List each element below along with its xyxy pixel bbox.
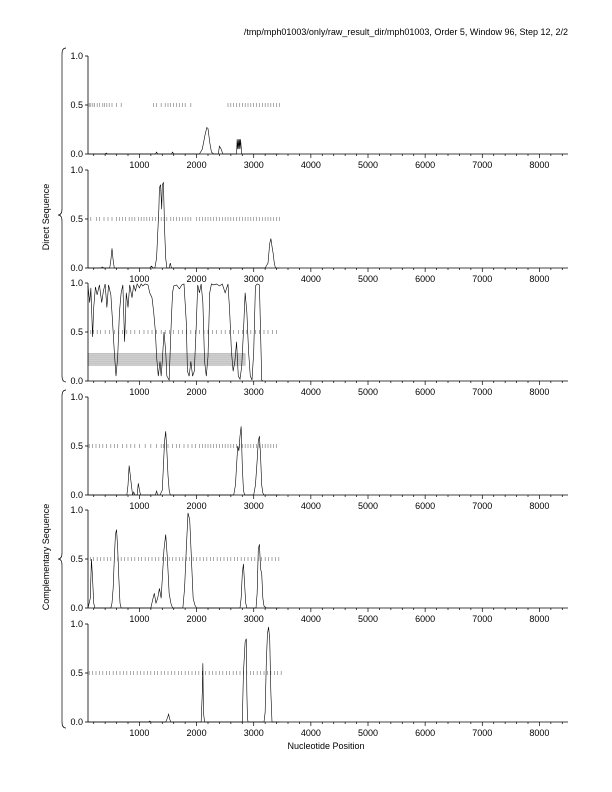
- complementary-bracket: [58, 390, 66, 728]
- x-tick-label: 6000: [415, 274, 436, 284]
- x-tick-label: 6000: [415, 614, 436, 624]
- y-tick-label: 0.0: [70, 149, 83, 159]
- x-tick-label: 1000: [129, 274, 150, 284]
- x-tick-label: 7000: [472, 387, 493, 397]
- y-tick-label: 0.0: [70, 603, 83, 613]
- x-tick-label: 4000: [300, 160, 321, 170]
- x-tick-label: 7000: [472, 160, 493, 170]
- x-tick-label: 2000: [186, 387, 207, 397]
- x-tick-label: 3000: [243, 387, 264, 397]
- x-tick-label: 5000: [357, 274, 379, 284]
- x-tick-label: 7000: [472, 501, 493, 511]
- x-tick-label: 6000: [415, 160, 436, 170]
- y-tick-label: 0.5: [70, 214, 83, 224]
- panels: [70, 51, 568, 738]
- x-tick-label: 2000: [186, 160, 207, 170]
- x-tick-label: 8000: [529, 728, 550, 738]
- series-line: [88, 513, 279, 608]
- y-tick-label: 1.0: [70, 278, 83, 288]
- x-tick-label: 1000: [129, 387, 150, 397]
- y-tick-label: 0.0: [70, 376, 83, 386]
- x-tick-label: 8000: [529, 160, 550, 170]
- panel-4: [70, 392, 568, 511]
- x-axis-title: Nucleotide Position: [287, 741, 365, 751]
- x-tick-label: 5000: [357, 160, 379, 170]
- series-line: [88, 128, 279, 154]
- chart-title: /tmp/mph01003/only/raw_result_dir/mph01003, Order 5, Window 96, Step 12, 2/2: [243, 27, 568, 37]
- series-line: [88, 426, 279, 495]
- x-tick-label: 1000: [129, 728, 150, 738]
- x-tick-label: 2000: [186, 501, 207, 511]
- y-tick-label: 1.0: [70, 505, 83, 515]
- x-tick-label: 4000: [300, 728, 321, 738]
- x-tick-label: 4000: [300, 274, 321, 284]
- y-tick-label: 0.5: [70, 668, 83, 678]
- panel-6: [70, 619, 568, 738]
- x-tick-label: 8000: [529, 614, 550, 624]
- series-line: [88, 183, 279, 268]
- y-tick-label: 0.0: [70, 263, 83, 273]
- panel-2: [70, 165, 568, 284]
- x-tick-label: 3000: [243, 501, 264, 511]
- x-tick-label: 8000: [529, 387, 550, 397]
- x-tick-label: 7000: [472, 728, 493, 738]
- x-tick-label: 2000: [186, 728, 207, 738]
- y-tick-label: 1.0: [70, 392, 83, 402]
- x-tick-label: 4000: [300, 614, 321, 624]
- y-tick-label: 1.0: [70, 165, 83, 175]
- x-tick-label: 5000: [357, 501, 379, 511]
- x-tick-label: 7000: [472, 274, 493, 284]
- y-tick-label: 1.0: [70, 51, 83, 61]
- y-tick-label: 0.5: [70, 327, 83, 337]
- x-tick-label: 8000: [529, 274, 550, 284]
- x-tick-label: 6000: [415, 728, 436, 738]
- x-tick-label: 5000: [357, 728, 379, 738]
- y-tick-label: 1.0: [70, 619, 83, 629]
- x-tick-label: 5000: [357, 387, 379, 397]
- x-tick-label: 8000: [529, 501, 550, 511]
- x-tick-label: 4000: [300, 387, 321, 397]
- x-tick-label: 3000: [243, 614, 264, 624]
- y-tick-label: 0.5: [70, 441, 83, 451]
- y-tick-label: 0.5: [70, 554, 83, 564]
- y-tick-label: 0.0: [70, 490, 83, 500]
- panel-1: [70, 51, 568, 170]
- x-tick-label: 3000: [243, 728, 264, 738]
- x-tick-label: 2000: [186, 274, 207, 284]
- x-tick-label: 6000: [415, 501, 436, 511]
- y-tick-label: 0.5: [70, 100, 83, 110]
- complementary-sequence-label: Complementary Sequence: [41, 503, 51, 611]
- x-tick-label: 6000: [415, 387, 436, 397]
- x-tick-label: 2000: [186, 614, 207, 624]
- y-tick-label: 0.0: [70, 717, 83, 727]
- x-tick-label: 5000: [357, 614, 379, 624]
- x-tick-label: 3000: [243, 160, 264, 170]
- x-tick-label: 1000: [129, 501, 150, 511]
- direct-bracket: [58, 48, 66, 382]
- x-tick-label: 7000: [472, 614, 493, 624]
- panel-5: [70, 505, 568, 624]
- x-tick-label: 1000: [129, 160, 150, 170]
- x-tick-label: 4000: [300, 501, 321, 511]
- x-tick-label: 3000: [243, 274, 264, 284]
- panel-3: [70, 278, 568, 397]
- group-brackets: [58, 48, 66, 728]
- x-tick-label: 1000: [129, 614, 150, 624]
- direct-sequence-label: Direct Sequence: [41, 183, 51, 251]
